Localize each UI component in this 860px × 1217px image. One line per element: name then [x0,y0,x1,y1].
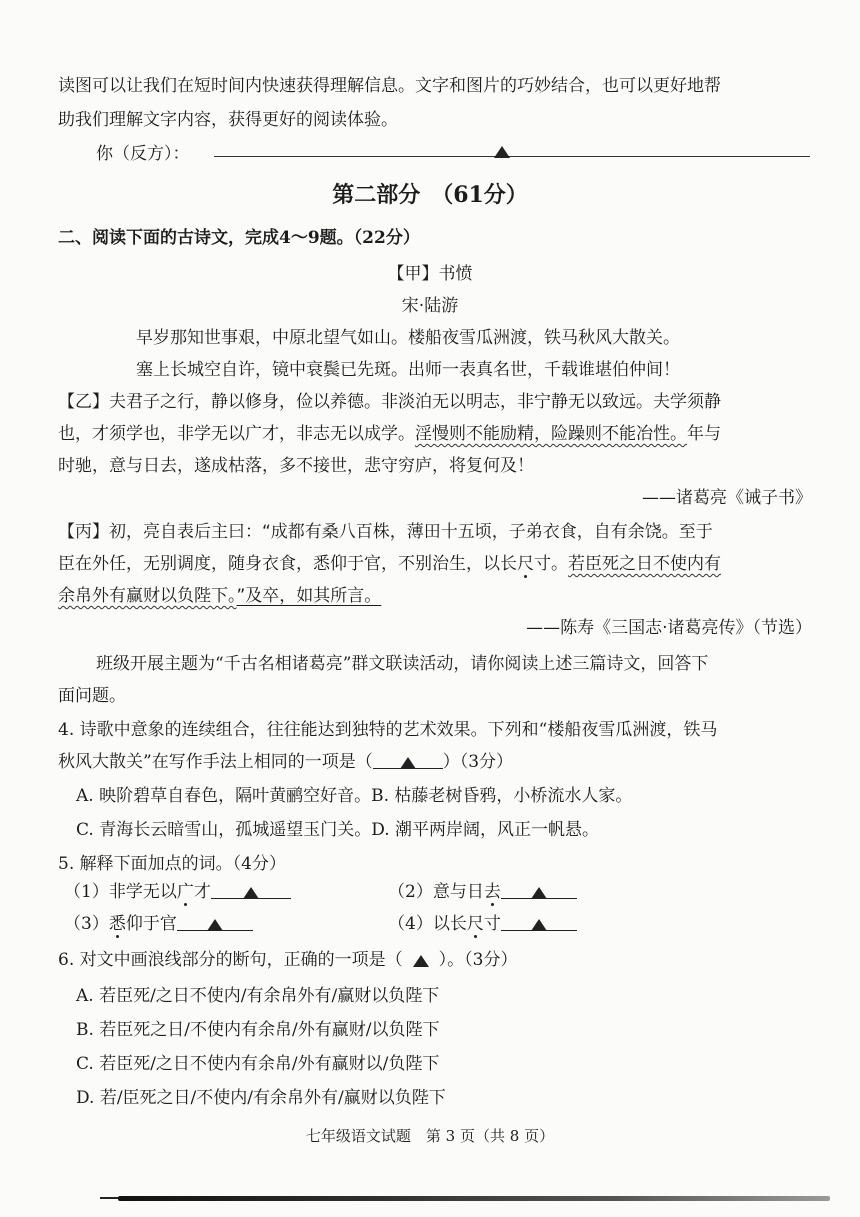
q5-item-text: 非学无以 [108,882,177,902]
intro-line-2: 助我们理解文字内容，获得更好的阅读体验。 [58,110,398,130]
triangle-marker-icon [207,919,223,931]
q4-option-b: B. 枯藤老树昏鸦，小桥流水人家。 [371,786,633,806]
bing-text: 臣在外任，无别调度，随身衣食，悉仰于官，不别治生，以长 [58,554,517,574]
q6-stem-end: ）。（3分） [438,950,518,970]
task-line-2: 面问题。 [58,686,126,706]
dotted-char: 尺 [466,914,484,934]
q4-option-c: C. 青海长云暗雪山，孤城遥望玉门关。 [76,820,372,840]
q5-item-4 [388,912,812,936]
yi-source: ——诸葛亮《诫子书》 [642,488,812,508]
yi-para-line-3: 时驰，意与日去，遂成枯落，多不接世，悲守穷庐，将复何及！ [58,456,534,476]
scan-edge-shadow [118,1196,830,1201]
dotted-char: 去 [483,882,501,902]
q4-stem-line-1: 4. 诗歌中意象的连续组合，往往能达到独特的艺术效果。下列和“楼船夜雪瓜洲渡，铁马 [58,720,718,740]
triangle-marker-icon [400,757,416,769]
bing-text-b: 寸。 [534,554,568,574]
q6-stem-text: 6. 对文中画浪线部分的断句，正确的一项是（ [58,950,403,970]
q4-option-d: D. 潮平两岸阔，风正一帆悬。 [371,820,600,840]
yi-text: 也，才须学也，非学无以广才，非志无以成学。 [58,424,415,444]
q4-options-row-2 [76,818,812,842]
q4-stem-line-2 [58,750,812,774]
q5-item-num: （4） [388,914,433,934]
part-title: 第二部分 （61分） [332,182,528,208]
q6-option-a: A. 若臣死/之日不使内/有余帛外有/赢财以负陛下 [76,986,440,1006]
poem-title: 【甲】书愤 [387,264,473,284]
page-footer: 七年级语文试题 第 3 页（共 8 页） [305,1127,555,1145]
triangle-marker-icon [243,887,259,899]
triangle-marker-icon [413,955,429,967]
q5-answer-blank-2[interactable] [501,880,577,899]
poem-line-1: 早岁那知世事艰，中原北望气如山。楼船夜雪瓜洲渡，铁马秋风大散关。 [136,328,680,348]
q4-stem-text: 秋风大散关”在写作手法上相同的一项是（ [58,752,373,772]
triangle-marker-icon [494,146,510,158]
task-line-1: 班级开展主题为“千古名相诸葛亮”群文联读活动，请你阅读上述三篇诗文，回答下 [96,654,709,674]
answer-label: 你（反方）： [96,144,190,164]
q5-answer-blank-4[interactable] [501,912,577,931]
q5-item-num: （1） [64,882,109,902]
yi-para-line-1: 【乙】夫君子之行，静以修身，俭以养德。非淡泊无以明志，非宁静无以致远。夫学须静 [58,392,721,412]
q5-item-num: （3） [64,914,109,934]
yi-para-line-2 [58,422,812,446]
q6-stem [58,948,812,972]
intro-line-1: 读图可以让我们在短时间内快速获得理解信息。文字和图片的巧妙结合，也可以更好地帮 [58,76,721,96]
q4-option-a: A. 映阶碧草自春色，隔叶黄鹂空好音。 [76,786,372,806]
bing-source: ——陈寿《三国志·诸葛亮传》（节选） [526,618,812,638]
bing-para-line-3 [58,584,812,608]
dotted-char: 尺 [517,554,534,574]
q4-answer-blank[interactable] [373,750,443,769]
poem-author: 宋·陆游 [401,296,459,316]
q6-answer-blank[interactable] [403,948,439,972]
q5-item-text: 以长 [432,914,467,934]
q5-item-num: （2） [388,882,433,902]
triangle-marker-icon [531,919,547,931]
q5-item-text: 意与日 [432,882,484,902]
q5-item-text: 仰于官 [125,914,177,934]
answer-line[interactable] [214,156,810,157]
bing-wavy-sentence-2: 余帛外有赢财以负陛下。 [58,586,237,606]
q5-answer-blank-1[interactable] [211,880,291,899]
q5-item-2 [388,880,812,904]
q5-stem: 5. 解释下面加点的词。（4分） [58,854,286,874]
poem-line-2: 塞上长城空自许，镜中衰鬓已先斑。出师一表真名世，千载谁堪伯仲间！ [136,360,680,380]
q5-item-text: 寸 [483,914,501,934]
q4-stem-end: ）（3分） [442,752,514,772]
bing-para-line-1: 【丙】初，亮自表后主曰：“成都有桑八百株，薄田十五顷，子弟衣食，自有余饶。至于 [58,522,713,542]
bing-tail: ”及卒，如其所言。 [236,586,382,606]
bing-para-line-2 [58,552,812,576]
triangle-marker-icon [531,887,547,899]
dotted-char: 悉 [108,914,126,934]
section-heading: 二、阅读下面的古诗文，完成4～9题。（22分） [58,228,420,248]
q4-options-row-1 [76,784,812,808]
dotted-char: 广 [176,882,194,902]
q5-answer-blank-3[interactable] [177,912,253,931]
q6-option-c: C. 若臣死/之日不使内有余帛/外有赢财以/负陛下 [76,1054,440,1074]
q5-item-text: 才 [193,882,211,902]
q6-option-b: B. 若臣死之日/不使内有余帛/外有赢财/以负陛下 [76,1020,440,1040]
q6-option-d: D. 若/臣死之日/不使内/有余帛外有/赢财以负陛下 [76,1088,446,1108]
bing-wavy-sentence-1: 若臣死之日不使内有 [568,554,721,574]
yi-wavy-sentence: 淫慢则不能励精，险躁则不能冶性。 [415,424,687,444]
yi-tail: 年与 [687,424,721,444]
